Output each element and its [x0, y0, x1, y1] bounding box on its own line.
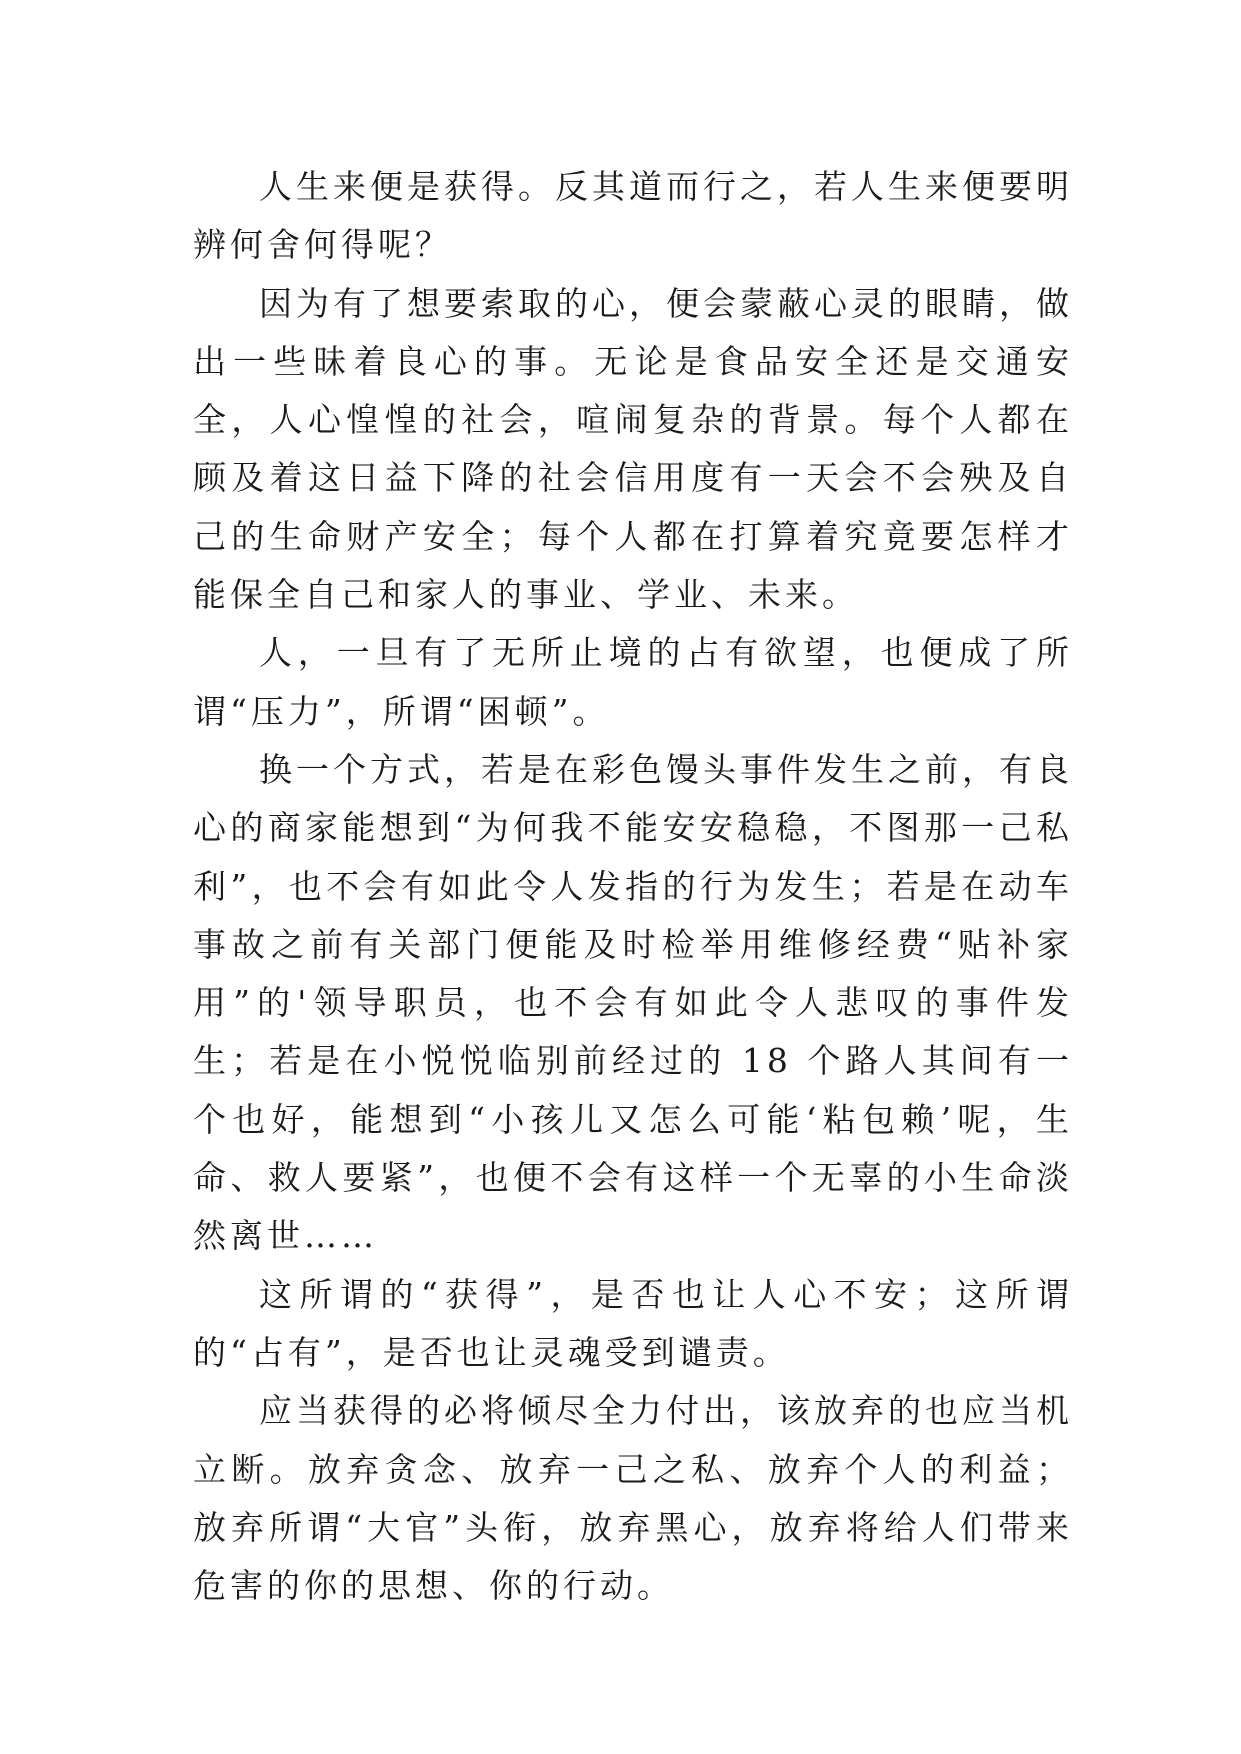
paragraph-2: 因为有了想要索取的心，便会蒙蔽心灵的眼睛，做出一些昧着良心的事。无论是食品安全还是交通安全，人心惶惶的社会，喧闹复杂的背景。每个人都在顾及着这日益下降的社会信用度有一天会不会殃及自己的生命财产安全；每个人都在打算着究竟要怎样才能保全自己和家人的事业、学业、未来。	[193, 283, 1073, 615]
paragraph-3: 人，一旦有了无所止境的占有欲望，也便成了所谓“压力”，所谓“困顿”。	[193, 633, 1073, 731]
paragraph-4: 换一个方式，若是在彩色馒头事件发生之前，有良心的商家能想到“为何我不能安安稳稳，不图那一己私利”，也不会有如此令人发指的行为发生；若是在动车事故之前有关部门便能及时检举用维修经费“贴补家用”的'领导职员，也不会有如此令人悲叹的事件发生；若是在小悦悦临别前经过的 18 个路人其间有一个也好，能想到“小孩儿又怎么可能‘粘包赖’呢，生命、救人要紧”，也便不会有这样一个无辜的小生命淡然离世……	[193, 749, 1073, 1256]
paragraph-6: 应当获得的必将倾尽全力付出，该放弃的也应当机立断。放弃贪念、放弃一己之私、放弃个人的利益；放弃所谓“大官”头衔，放弃黑心，放弃将给人们带来危害的你的思想、你的行动。	[193, 1391, 1073, 1606]
document-body	[193, 158, 1073, 1615]
paragraph-1: 人生来便是获得。反其道而行之，若人生来便要明辨何舍何得呢？	[193, 167, 1073, 265]
paragraph-5: 这所谓的“获得”，是否也让人心不安；这所谓的“占有”，是否也让灵魂受到谴责。	[193, 1274, 1073, 1372]
